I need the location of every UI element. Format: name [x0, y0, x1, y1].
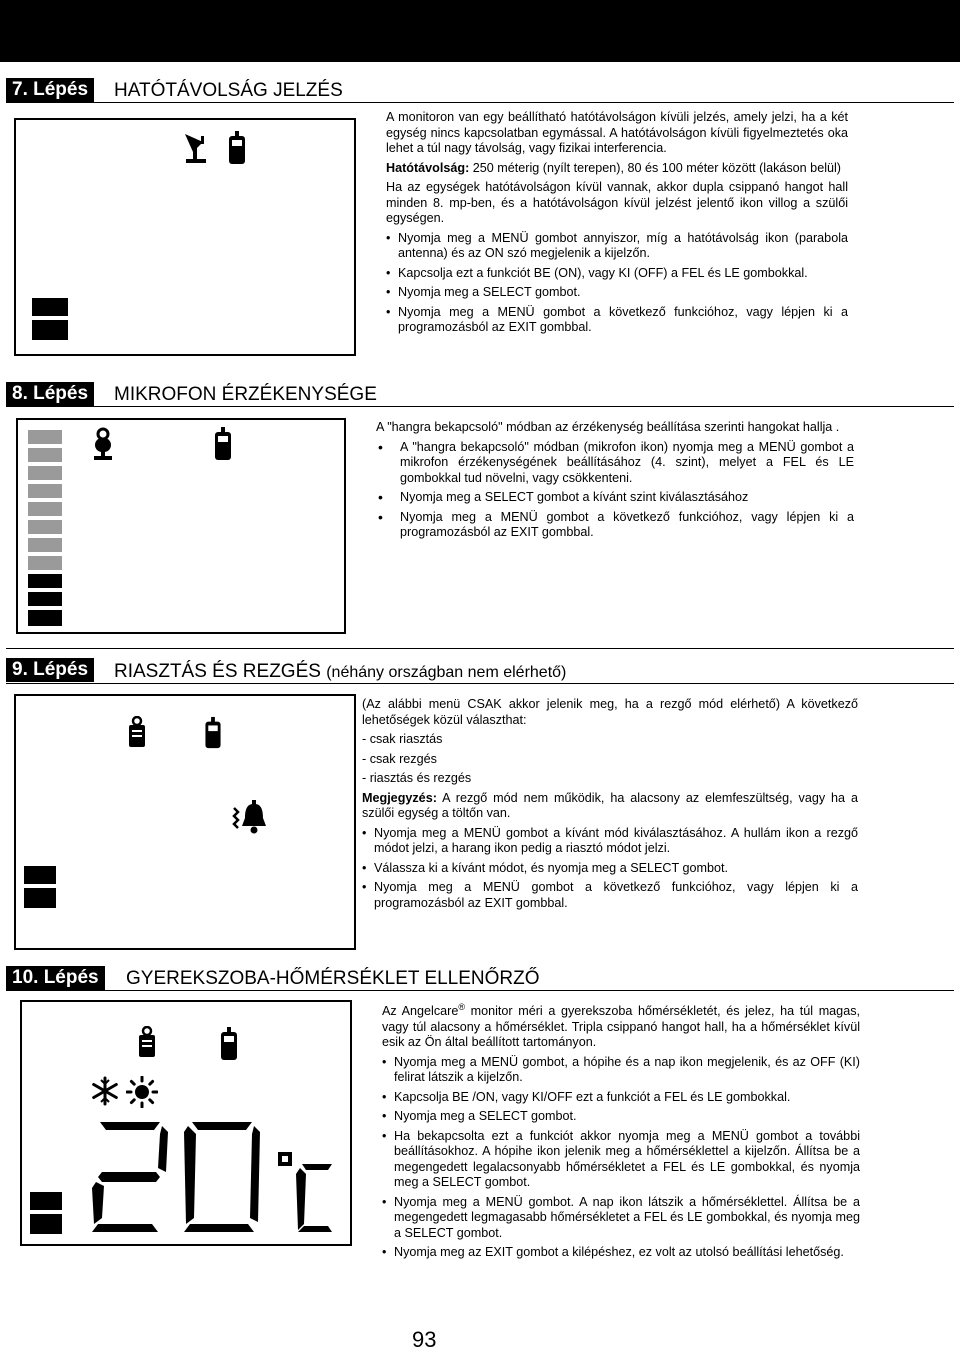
section-divider — [6, 648, 954, 649]
step8-paragraph: A "hangra bekapcsoló" módban az érzékenység beállítása szerinti hangokat hallja . — [376, 420, 840, 434]
step10-title: GYEREKSZOBA-HŐMÉRSÉKLET ELLENŐRZŐ — [126, 968, 540, 989]
list-item: • A "hangra bekapcsoló" módban (mikrofon ikon) nyomja meg a MENÜ gombot a mikrofon érzékenységének beállításához (4. szint), melyet a FEL és LE gombokkal tud növelni, vagy csökkenteni. — [376, 440, 854, 487]
page-number: 93 — [412, 1327, 437, 1352]
level-bar — [28, 556, 62, 570]
step7-lcd-display — [14, 118, 356, 356]
list-item: • Válassza ki a kívánt módot, és nyomja meg a SELECT gombot. — [362, 861, 858, 877]
step7-range-label: Hatótávolság: — [386, 160, 470, 175]
step8-tag: 8. Lépés — [6, 382, 94, 406]
snowflake-icon — [90, 1076, 120, 1106]
vibrate-bell-icon — [232, 800, 274, 836]
level-bar — [28, 520, 62, 534]
signal-bar — [30, 1192, 62, 1210]
step8-lcd-display — [16, 418, 346, 634]
step10-paragraph — [382, 1000, 860, 1051]
list-item: • Kapcsolja ezt a funkciót BE (ON), vagy KI (OFF) a FEL és LE gombokkal. — [386, 266, 848, 282]
step9-note — [362, 791, 858, 822]
list-item: • Nyomja meg az EXIT gombot a kilépéshez, ez volt az utolsó beállítási lehetőség. — [382, 1245, 860, 1261]
level-bar — [28, 502, 62, 516]
step9-lcd-display — [14, 694, 356, 950]
step7-range — [386, 161, 848, 177]
step10-tag: 10. Lépés — [6, 966, 105, 990]
step9-note-text: A rezgő mód nem működik, ha alacsony az elemfeszültség, vagy ha a szülői egység a töltőn van. — [362, 790, 858, 820]
level-bar — [28, 430, 62, 444]
step10-brand: Az Angelcare — [382, 1004, 459, 1019]
signal-bar — [32, 320, 68, 340]
level-bar-active — [28, 574, 62, 588]
step7-tag: 7. Lépés — [6, 78, 94, 102]
parent-unit-icon — [218, 1026, 240, 1062]
step7-text — [386, 110, 848, 340]
list-item: • Nyomja meg a SELECT gombot a kívánt szint kiválasztásához — [376, 490, 854, 506]
registered-mark: ® — [458, 1002, 465, 1012]
step9-text — [362, 697, 858, 915]
list-item: • Nyomja meg a MENÜ gombot. A nap ikon látszik a hőmérséklettel. Állítsa be a megengedett legmagasabb hőmérsékletet a FEL és LE gombokkal, és nyomja meg a SELECT gombot. — [382, 1195, 860, 1242]
option-item: - csak riasztás — [362, 732, 443, 746]
level-bar — [28, 484, 62, 498]
parent-unit-icon — [226, 130, 248, 166]
option-item: - csak rezgés — [362, 751, 437, 766]
level-bar — [28, 466, 62, 480]
step9-paragraph: (Az alábbi menü CSAK akkor jelenik meg, ha a rezgő mód elérhető) A következő lehetőségek közül választhat: — [362, 697, 858, 727]
step10-text — [382, 1000, 860, 1265]
list-item: • Nyomja meg a MENÜ gombot a következő funkcióhoz, vagy lépjen ki a programozásból az EXIT gombbal. — [362, 880, 858, 911]
top-black-bar — [0, 0, 960, 62]
step7-title: HATÓTÁVOLSÁG JELZÉS — [114, 80, 343, 101]
step8-rule — [6, 406, 954, 407]
signal-bar — [32, 298, 68, 316]
step7-rule — [6, 102, 954, 103]
list-item: • Nyomja meg a SELECT gombot. — [386, 285, 848, 301]
step9-tag: 9. Lépés — [6, 658, 94, 682]
step9-note-label: Megjegyzés: — [362, 790, 437, 805]
list-item: • Nyomja meg a MENÜ gombot, a hópihe és a nap ikon megjelenik, és az OFF (KI) felirat látszik a kijelzőn. — [382, 1055, 860, 1086]
celsius-icon — [278, 1152, 334, 1232]
step8-title: MIKROFON ÉRZÉKENYSÉGE — [114, 384, 377, 405]
microphone-icon — [88, 426, 118, 462]
step10-intro: monitor méri a gyerekszoba hőmérsékletét, és jelez, ha túl magas, vagy túl alacsony a hőmérséklet. Tripla csippanó hangot hall, ha a hőmérséklet kívül esik az Ön által beállított tartományon. — [382, 1004, 860, 1050]
sun-icon — [126, 1076, 158, 1108]
step7-paragraph: A monitoron van egy beállítható hatótávolságon kívüli jelzés, amely jelzi, ha a két egység nincs kapcsolatban egymással. A hatótávolságon kívüli figyelmeztetés oka lehet a túl nagy távolság, vagy fizikai interferencia. — [386, 110, 848, 155]
step7-paragraph: Ha az egységek hatótávolságon kívül vannak, akkor dupla csippanó hangot hall minden 8. mp-ben, és a hatótávolságon kívül jelzést jelentő ikon villog a szülői egységen. — [386, 180, 848, 225]
list-item: • Nyomja meg a MENÜ gombot a kívánt mód kiválasztásához. A hullám ikon a rezgő módot jelzi, a harang ikon pedig a riasztó módot jelzi. — [362, 826, 858, 857]
level-bar-active — [28, 592, 62, 606]
level-bar — [28, 538, 62, 552]
list-item: • Nyomja meg a MENÜ gombot a következő funkcióhoz, vagy lépjen ki a programozásból az EXIT gombbal. — [386, 305, 848, 336]
list-item: • Kapcsolja BE /ON, vagy KI/OFF ezt a funkciót a FEL és LE gombokkal. — [382, 1090, 860, 1106]
antenna-icon — [181, 130, 211, 166]
parent-unit-icon — [202, 716, 224, 750]
signal-bar — [30, 1214, 62, 1234]
step9-subtitle: (néhány országban nem elérhető) — [326, 664, 567, 681]
step10-lcd-display — [20, 1000, 352, 1246]
level-bar-active — [28, 610, 62, 626]
step10-rule — [6, 990, 954, 991]
temperature-digits — [88, 1122, 272, 1232]
list-item: • Nyomja meg a MENÜ gombot a következő funkcióhoz, vagy lépjen ki a programozásból az EXIT gombbal. — [376, 510, 854, 541]
step9-title — [114, 660, 566, 685]
list-item: • Ha bekapcsolta ezt a funkciót akkor nyomja meg a MENÜ gombot a további beállításokhoz. A hópihe ikon jelenik meg a hőmérséklettel a kijelzőn. Állítsa be a megengedett legalacsonyabb hőmérsékletet a FEL és LE gombokkal, és nyomja meg a SELECT gombot. — [382, 1129, 860, 1191]
level-bar — [28, 448, 62, 462]
list-item: • Nyomja meg a MENÜ gombot annyiszor, míg a hatótávolság ikon (parabola antenna) és az ON szó megjelenik a kijelzőn. — [386, 231, 848, 262]
step8-text — [376, 420, 854, 545]
baby-unit-icon — [126, 716, 148, 750]
list-item: • Nyomja meg a SELECT gombot. — [382, 1109, 860, 1125]
baby-unit-icon — [136, 1026, 158, 1060]
option-item: - riasztás és rezgés — [362, 771, 472, 785]
signal-bar — [24, 866, 56, 884]
step9-rule — [6, 683, 954, 684]
step7-range-value: 250 méterig (nyílt terepen), 80 és 100 méter között (lakáson belül) — [469, 160, 841, 175]
step9-title-main: RIASZTÁS ÉS REZGÉS — [114, 661, 321, 682]
signal-bar — [24, 888, 56, 908]
parent-unit-icon — [212, 426, 234, 462]
